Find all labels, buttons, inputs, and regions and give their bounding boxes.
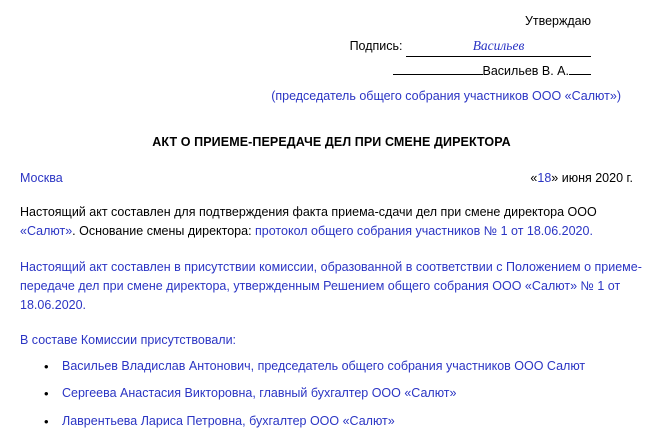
paragraph-basis-text-1: Настоящий акт составлен для подтверждения факта приема-сдачи дел при смене директора ООО bbox=[20, 204, 597, 219]
paragraph-basis bbox=[20, 203, 643, 241]
approval-label: Утверждаю bbox=[524, 14, 591, 28]
paragraph-basis-text-2: . Основание смены директора: bbox=[72, 223, 256, 238]
signature-value: Васильев bbox=[406, 36, 591, 57]
document-place: Москва bbox=[20, 170, 63, 185]
document-date bbox=[530, 171, 643, 185]
signer-name: Васильев В. А. bbox=[482, 63, 569, 78]
signature-row bbox=[20, 36, 643, 57]
signer-name-underline-before bbox=[393, 74, 483, 75]
list-item bbox=[44, 384, 643, 403]
date-day: 18 bbox=[537, 170, 552, 185]
commission-members-list bbox=[20, 357, 643, 431]
bullet-icon: • bbox=[44, 386, 49, 402]
bullet-icon: • bbox=[44, 358, 49, 374]
list-item bbox=[44, 357, 643, 376]
member-name: Сергеева Анастасия Викторовна, главный бухгалтер ООО «Салют» bbox=[62, 386, 457, 401]
paragraph-basis-protocol: протокол общего собрания участников № 1 от 18.06.2020. bbox=[255, 223, 593, 238]
place-date-row bbox=[20, 171, 643, 185]
member-name: Лаврентьева Лариса Петровна, бухгалтер ООО «Салют» bbox=[62, 414, 395, 429]
members-list-intro: В составе Комиссии присутствовали: bbox=[20, 332, 237, 347]
date-quote-open: « bbox=[530, 170, 538, 185]
date-rest: » июня 2020 г. bbox=[551, 170, 633, 185]
paragraph-basis-company: «Салют» bbox=[20, 223, 73, 238]
list-item bbox=[44, 412, 643, 431]
member-name: Васильев Владислав Антонович, председатель общего собрания участников ООО Салют bbox=[62, 358, 586, 373]
paragraph-commission: Настоящий акт составлен в присутствии комиссии, образованной в соответствии с Положением о приеме-передаче дел при смене директора, утвержденным Решением общего собрания ООО «Салют» № 1 от 18.06.2020. bbox=[20, 260, 642, 312]
page-title: АКТ О ПРИЕМЕ-ПЕРЕДАЧЕ ДЕЛ ПРИ СМЕНЕ ДИРЕКТОРА bbox=[152, 134, 511, 149]
bullet-icon: • bbox=[44, 414, 49, 430]
approval-block bbox=[20, 12, 643, 105]
signer-role: (председатель общего собрания участников ООО «Салют») bbox=[271, 88, 621, 103]
signer-name-row bbox=[20, 62, 643, 80]
signer-name-underline-after bbox=[569, 74, 591, 75]
signature-label: Подпись: bbox=[349, 39, 403, 54]
